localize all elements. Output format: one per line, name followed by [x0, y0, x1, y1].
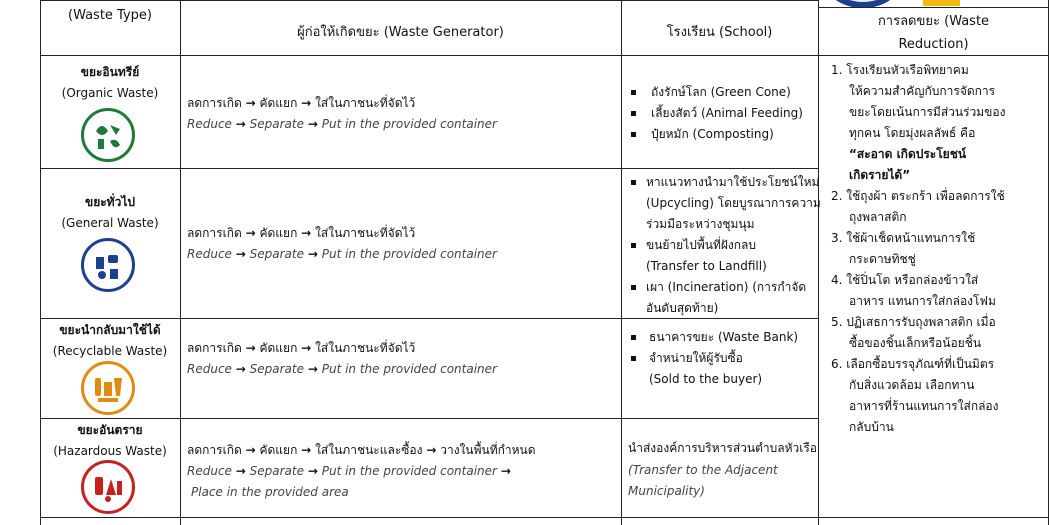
table-border — [40, 517, 1049, 518]
generator-steps-th: ลดการเกิด → คัดแยก → ใส่ในภาชนะและซื้อง → วางในพื้นที่กำหนด — [187, 443, 536, 457]
generator-steps-en: Reduce → Separate → Put in the provided container → — [187, 464, 511, 478]
arrow-right-icon: → — [500, 464, 511, 478]
arrow-right-icon: → — [301, 341, 312, 355]
reduction-item: อาหารที่ร้านแทนการใส่กล่อง — [849, 399, 999, 413]
waste-type-en: (General Waste) — [61, 216, 159, 230]
table-border — [818, 0, 819, 525]
generator-steps-th: ลดการเกิด → คัดแยก → ใส่ในภาชนะที่จัดไว้ — [187, 226, 416, 240]
reduction-item: ทุกคน โดยมุ่งผลลัพธ์ คือ — [849, 126, 976, 140]
table-border — [180, 0, 181, 525]
generator-steps-en: Reduce → Separate → Put in the provided container — [187, 362, 497, 376]
waste-type-th: ขยะอินทรีย์ — [80, 65, 140, 79]
organic-waste-icon — [81, 108, 135, 162]
header-waste-reduction: การลดขยะ (Waste — [877, 14, 990, 29]
school-method: ธนาคารขยะ (Waste Bank) — [649, 330, 799, 344]
reduction-item: 6. เลือกซื้อบรรจุภัณฑ์ที่เป็นมิตร — [831, 357, 995, 371]
reduction-item: 3. ใช้ผ้าเช็ดหน้าแทนการใช้ — [831, 231, 976, 245]
bullet-icon — [631, 243, 636, 248]
waste-type-en: (Hazardous Waste) — [53, 444, 167, 458]
bullet-icon — [631, 285, 636, 290]
arrow-right-icon: → — [307, 464, 318, 478]
school-method: ร่วมมือระหว่างชุมนุม — [646, 217, 755, 231]
reduction-item: กระดาษทิชชู่ — [849, 252, 916, 266]
waste-type-th: ขยะนำกลับมาใช้ได้ — [59, 323, 161, 337]
table-border — [621, 0, 622, 525]
header-waste-reduction: Reduction) — [898, 37, 969, 52]
school-method: Municipality) — [628, 484, 705, 498]
reduction-item: ซื้อของชิ้นเล็กหรือน้อยชิ้น — [849, 336, 982, 350]
header-school: โรงเรียน (School) — [666, 25, 773, 40]
reduction-item: 4. ใช้ปิ่นโต หรือกล่องข้าวใส่ — [831, 273, 979, 287]
bullet-icon — [631, 111, 636, 116]
bullet-icon — [631, 180, 636, 185]
arrow-right-icon: → — [235, 247, 246, 261]
reduction-item: ขยะโดยเน้นการมีส่วนร่วมของ — [849, 105, 1006, 119]
table-border — [40, 0, 818, 1]
bullet-icon — [631, 335, 636, 340]
school-method: อันดับสุดท้าย) — [646, 301, 719, 315]
school-method: เผา (Incineration) (การกำจัด — [646, 280, 807, 294]
arrow-right-icon: → — [426, 443, 437, 457]
reduction-item: อาหาร แทนการใส่กล่องโฟม — [849, 294, 996, 308]
school-method: ถังรักษ์โลก (Green Cone) — [651, 85, 791, 99]
arrow-right-icon: → — [307, 362, 318, 376]
generator-steps-en: Reduce → Separate → Put in the provided container — [187, 117, 497, 131]
header-waste-type: (Waste Type) — [68, 8, 152, 23]
reduction-item: 2. ใช้ถุงผ้า ตระกร้า เพื่อลดการใช้ — [831, 189, 1005, 203]
school-method: ขนย้ายไปพื้นที่ฝังกลบ — [646, 238, 757, 252]
arrow-right-icon: → — [307, 117, 318, 131]
reduction-item: ให้ความสำคัญกับการจัดการ — [849, 84, 996, 98]
reduction-item: 1. โรงเรียนหัวเรือพิทยาคม — [831, 63, 969, 77]
arrow-right-icon: → — [301, 96, 312, 110]
school-method: (Sold to the buyer) — [649, 372, 763, 386]
arrow-right-icon: → — [245, 341, 256, 355]
bullet-icon — [631, 356, 636, 361]
table-border — [40, 55, 1049, 56]
table-border — [1048, 0, 1049, 525]
school-method: นำส่งองค์การบริหารส่วนตำบลหัวเรือ — [628, 441, 817, 455]
arrow-right-icon: → — [301, 226, 312, 240]
table-border — [818, 7, 1049, 8]
generator-steps-th: ลดการเกิด → คัดแยก → ใส่ในภาชนะที่จัดไว้ — [187, 341, 416, 355]
bullet-icon — [631, 90, 636, 95]
arrow-right-icon: → — [301, 443, 312, 457]
reduction-slogan: “สะอาด เกิดประโยชน์ — [849, 147, 967, 161]
reduction-item: กับสิ่งแวดล้อม เลือกทาน — [849, 378, 975, 392]
school-method: (Transfer to the Adjacent — [628, 463, 778, 477]
hazardous-waste-icon — [81, 460, 135, 514]
waste-type-th: ขยะอันตราย — [77, 423, 143, 437]
school-method: (Upcycling) โดยบูรณาการความ — [646, 196, 821, 210]
school-method: หาแนวทางนำมาใช้ประโยชน์ใหม่ — [646, 175, 820, 189]
arrow-right-icon: → — [235, 117, 246, 131]
header-waste-generator: ผู้ก่อให้เกิดขยะ (Waste Generator) — [297, 25, 504, 40]
reduction-item: กลับบ้าน — [849, 420, 894, 434]
recyclable-waste-icon — [81, 361, 135, 415]
generator-steps-th: ลดการเกิด → คัดแยก → ใส่ในภาชนะที่จัดไว้ — [187, 96, 416, 110]
generator-steps-en: Place in the provided area — [191, 485, 349, 499]
reduction-slogan: เกิดรายได้” — [849, 168, 911, 182]
arrow-right-icon: → — [245, 226, 256, 240]
school-method: ปุ๋ยหมัก (Composting) — [651, 127, 774, 141]
generator-steps-en: Reduce → Separate → Put in the provided container — [187, 247, 497, 261]
school-method: (Transfer to Landfill) — [646, 259, 767, 273]
arrow-right-icon: → — [245, 443, 256, 457]
reduction-item: 5. ปฏิเสธการรับถุงพลาสติก เมื่อ — [831, 315, 996, 329]
waste-type-en: (Organic Waste) — [61, 86, 159, 100]
table-border — [40, 168, 818, 169]
arrow-right-icon: → — [245, 96, 256, 110]
table-border — [40, 418, 818, 419]
school-method: จำหน่ายให้ผู้รับซื้อ — [649, 351, 743, 365]
arrow-right-icon: → — [307, 247, 318, 261]
reduction-item: ถุงพลาสติก — [849, 210, 907, 224]
bullet-icon — [631, 132, 636, 137]
waste-type-th: ขยะทั่วไป — [85, 195, 135, 209]
general-waste-icon — [81, 238, 135, 292]
yellow-badge-icon — [923, 0, 960, 6]
school-method: เลี้ยงสัตว์ (Animal Feeding) — [651, 106, 803, 120]
arrow-right-icon: → — [235, 464, 246, 478]
waste-type-en: (Recyclable Waste) — [52, 344, 168, 358]
arrow-right-icon: → — [235, 362, 246, 376]
